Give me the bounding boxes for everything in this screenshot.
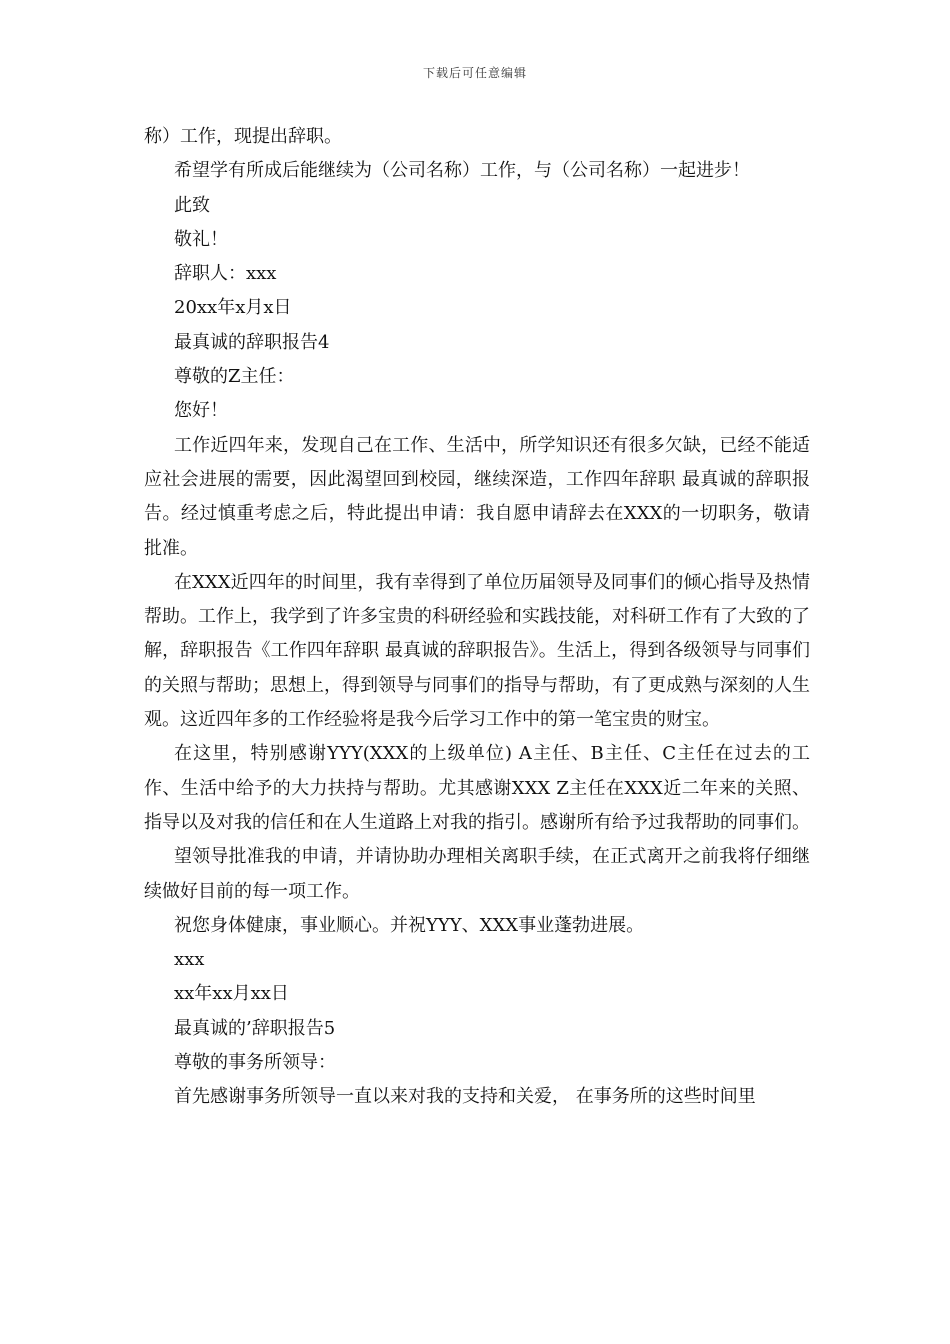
greeting-line: 尊敬的事务所领导：	[174, 1052, 336, 1074]
paragraph: 在XXX近四年的时间里，我有幸得到了单位历届领导及同事们的倾心指导及热情帮助。工作上，我学到了许多宝贵的科研经验和实践技能，对科研工作有了大致的了解，辞职报告《工作四年辞职 最真诚的辞职报告》。生活上，得到各级领导与同事们的关照与帮助；思想上，得到领导与同事们的指导与帮助，有了更成熟与深刻的人生观。这近四年多的工作经验将是我今后学习工作中的第一笔宝贵的财宝。	[144, 571, 810, 731]
greeting-line: 您好！	[174, 400, 228, 422]
greeting-line: 尊敬的Z主任：	[174, 366, 295, 388]
section-title: 最真诚的’辞职报告5	[174, 1017, 336, 1039]
paragraph: 首先感谢事务所领导一直以来对我的支持和关爱， 在事务所的这些时间里	[174, 1086, 756, 1108]
signature-line: 辞职人：xxx	[174, 263, 277, 285]
paragraph: 在这里，特别感谢YYY(XXX的上级单位) A主任、B主任、C主任在过去的工作、生活中给予的大力扶持与帮助。尤其感谢XXX Z主任在XXX近二年来的关照、指导以及对我的信任和在人生道路上对我的指引。感谢所有给予过我帮助的同事们。	[144, 743, 810, 833]
date-line: 20xx年x月x日	[174, 297, 292, 319]
date-line: xx年xx月xx日	[174, 983, 289, 1005]
page-header: 下载后可任意编辑	[422, 66, 527, 80]
paragraph: 祝您身体健康，事业顺心。并祝YYY、XXX事业蓬勃进展。	[174, 914, 645, 936]
paragraph: 希望学有所成后能继续为（公司名称）工作，与（公司名称）一起进步！	[174, 160, 750, 182]
paragraph: 称）工作，现提出辞职。	[144, 126, 342, 147]
closing-salutation: 敬礼！	[174, 228, 228, 250]
signature-line: xxx	[174, 949, 205, 971]
closing-salutation: 此致	[174, 194, 210, 216]
paragraph: 望领导批准我的申请，并请协助办理相关离职手续，在正式离开之前我将仔细继续做好目前的每一项工作。	[144, 846, 810, 902]
section-title: 最真诚的辞职报告4	[174, 331, 330, 353]
document-body	[144, 120, 810, 1115]
paragraph: 工作近四年来，发现自己在工作、生活中，所学知识还有很多欠缺，已经不能适应社会进展的需要，因此渴望回到校园，继续深造，工作四年辞职 最真诚的辞职报告。经过慎重考虑之后，特此提出申请：我自愿申请辞去在XXX的一切职务，敬请批准。	[144, 434, 810, 559]
